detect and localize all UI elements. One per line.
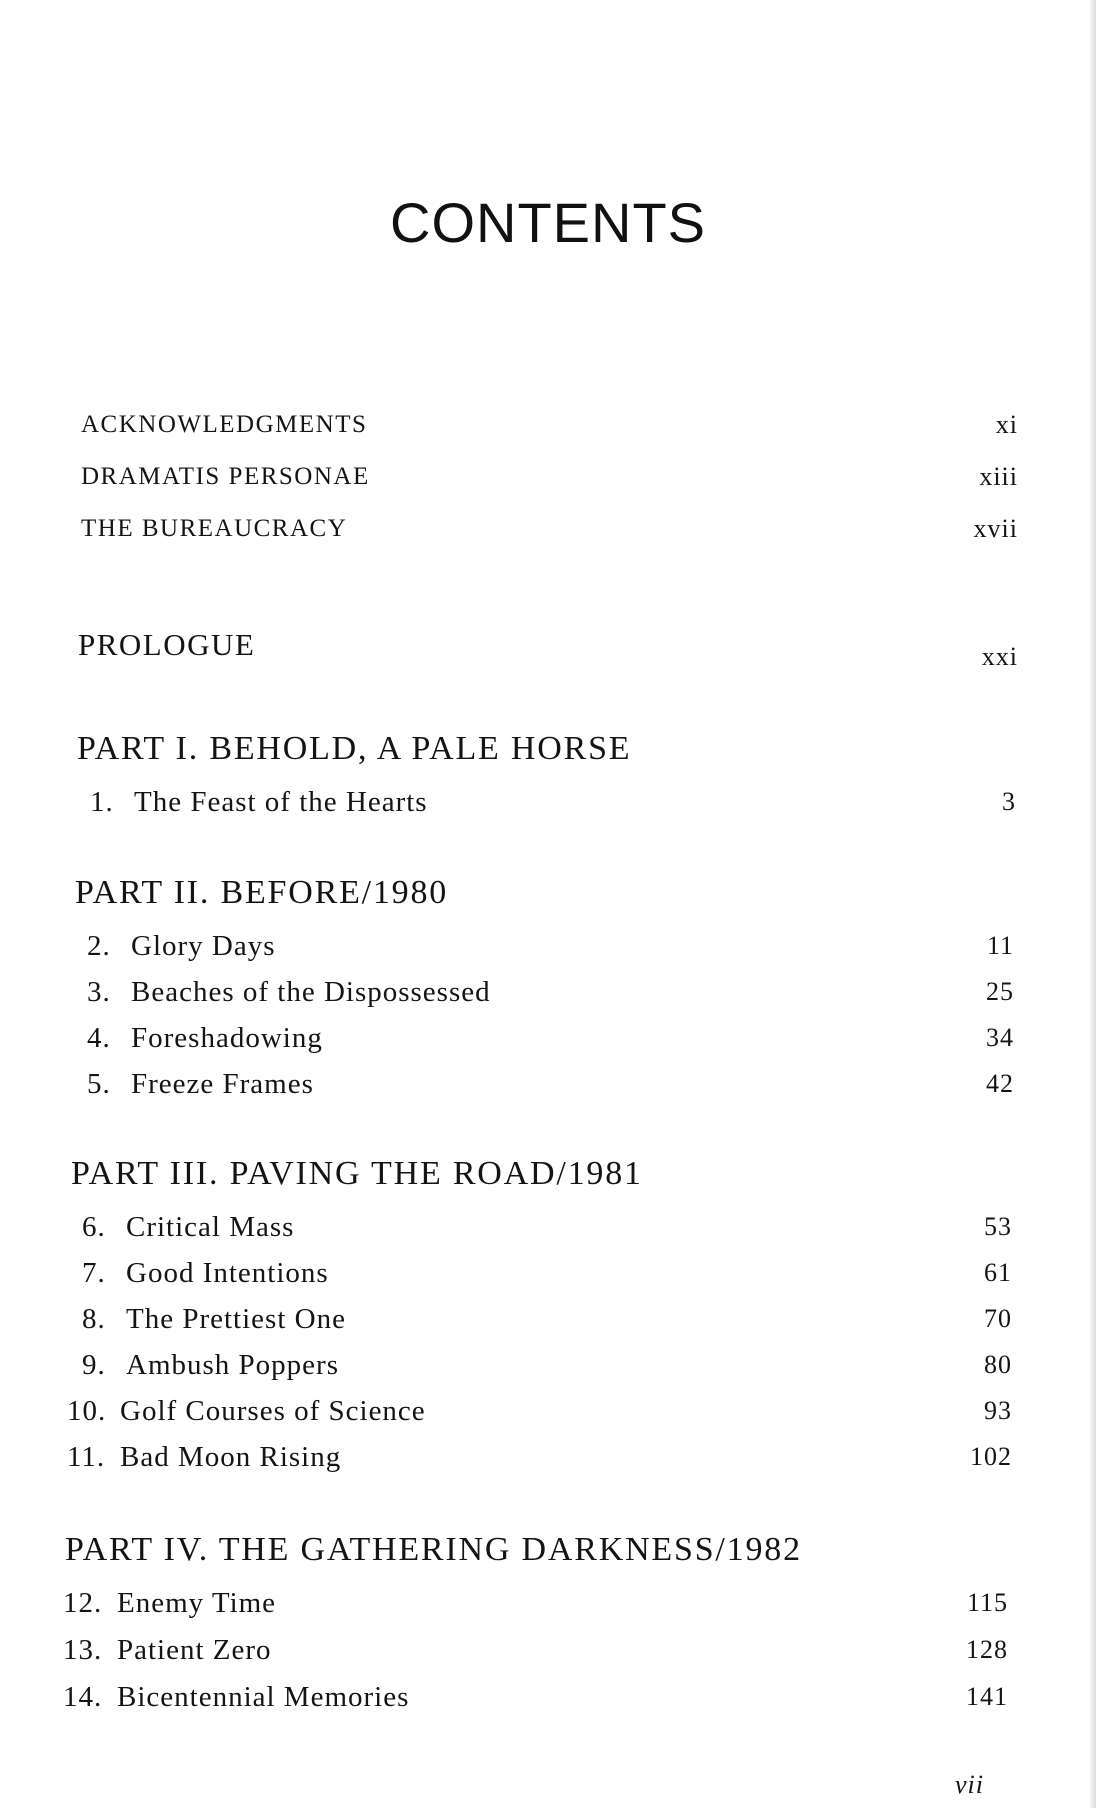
chapter-page: 25 bbox=[986, 977, 1014, 1006]
chapter-entry[interactable] bbox=[67, 1437, 1012, 1477]
toc-entry-label: THE BUREAUCRACY bbox=[81, 515, 348, 542]
chapter-number: 11. bbox=[67, 1441, 106, 1473]
chapter-page: 34 bbox=[986, 1023, 1014, 1052]
chapter-number: 9. bbox=[82, 1349, 106, 1381]
chapter-number: 12. bbox=[63, 1587, 103, 1619]
part-title: PART IV. THE GATHERING DARKNESS/1982 bbox=[65, 1531, 802, 1568]
chapter-entry[interactable] bbox=[82, 1207, 1012, 1247]
chapter-title: Foreshadowing bbox=[131, 1022, 323, 1054]
toc-entry-acknowledgments[interactable] bbox=[81, 405, 1018, 445]
chapter-title: The Prettiest One bbox=[126, 1303, 346, 1335]
chapter-title: Critical Mass bbox=[126, 1211, 295, 1243]
chapter-page: 61 bbox=[984, 1258, 1012, 1287]
chapter-number: 1. bbox=[90, 786, 114, 818]
chapter-title: The Feast of the Hearts bbox=[134, 786, 428, 818]
part-title: PART I. BEHOLD, A PALE HORSE bbox=[77, 730, 632, 767]
chapter-number: 10. bbox=[67, 1395, 107, 1427]
chapter-number: 8. bbox=[82, 1303, 106, 1335]
chapter-entry[interactable] bbox=[67, 1391, 1012, 1431]
chapter-number: 4. bbox=[87, 1022, 111, 1054]
chapter-entry[interactable] bbox=[90, 782, 1016, 822]
chapter-title: Beaches of the Dispossessed bbox=[131, 976, 491, 1008]
chapter-entry[interactable] bbox=[63, 1630, 1008, 1670]
chapter-page: 3 bbox=[1002, 787, 1016, 816]
chapter-number: 2. bbox=[87, 930, 111, 962]
chapter-entry[interactable] bbox=[63, 1677, 1008, 1717]
chapter-number: 3. bbox=[87, 976, 111, 1008]
chapter-page: 102 bbox=[970, 1442, 1012, 1471]
chapter-entry[interactable] bbox=[82, 1299, 1012, 1339]
part-title: PART III. PAVING THE ROAD/1981 bbox=[71, 1155, 643, 1192]
chapter-number: 6. bbox=[82, 1211, 106, 1243]
toc-entry-page: xvii bbox=[973, 514, 1018, 543]
chapter-number: 5. bbox=[87, 1068, 111, 1100]
chapter-page: 70 bbox=[984, 1304, 1012, 1333]
chapter-page: 115 bbox=[966, 1588, 1008, 1617]
page-folio: vii bbox=[955, 1770, 984, 1799]
page-title: CONTENTS bbox=[390, 191, 706, 254]
toc-entry-label: PROLOGUE bbox=[78, 627, 256, 662]
chapter-number: 14. bbox=[63, 1681, 103, 1713]
chapter-entry[interactable] bbox=[87, 926, 1014, 966]
page-edge-shadow bbox=[1090, 0, 1096, 1808]
chapter-title: Golf Courses of Science bbox=[120, 1395, 426, 1427]
toc-entry-page: xi bbox=[995, 410, 1018, 439]
toc-entry-prologue[interactable] bbox=[78, 625, 1018, 671]
toc-entry-label: ACKNOWLEDGMENTS bbox=[81, 411, 368, 438]
chapter-page: 11 bbox=[986, 931, 1014, 960]
chapter-title: Enemy Time bbox=[117, 1587, 277, 1619]
chapter-entry[interactable] bbox=[82, 1253, 1012, 1293]
chapter-page: 141 bbox=[966, 1682, 1008, 1711]
chapter-title: Bad Moon Rising bbox=[120, 1441, 342, 1473]
part-title: PART II. BEFORE/1980 bbox=[75, 874, 449, 911]
chapter-title: Good Intentions bbox=[126, 1257, 329, 1289]
toc-entry-bureaucracy[interactable] bbox=[81, 509, 1018, 549]
chapter-title: Glory Days bbox=[131, 930, 276, 962]
toc-entry-page: xiii bbox=[979, 462, 1018, 491]
chapter-page: 53 bbox=[984, 1212, 1012, 1241]
chapter-entry[interactable] bbox=[87, 972, 1014, 1012]
chapter-page: 80 bbox=[984, 1350, 1012, 1379]
chapter-title: Ambush Poppers bbox=[126, 1349, 339, 1381]
chapter-title: Patient Zero bbox=[117, 1634, 272, 1666]
toc-entry-label: DRAMATIS PERSONAE bbox=[81, 463, 370, 490]
toc-entry-dramatis-personae[interactable] bbox=[81, 457, 1018, 497]
chapter-entry[interactable] bbox=[87, 1064, 1014, 1104]
chapter-number: 13. bbox=[63, 1634, 103, 1666]
chapter-entry[interactable] bbox=[63, 1583, 1008, 1623]
chapter-page: 42 bbox=[986, 1069, 1014, 1098]
chapter-entry[interactable] bbox=[87, 1018, 1014, 1058]
toc-entry-page: xxi bbox=[981, 642, 1018, 671]
chapter-title: Freeze Frames bbox=[131, 1068, 314, 1100]
chapter-page: 128 bbox=[966, 1635, 1008, 1664]
chapter-number: 7. bbox=[82, 1257, 106, 1289]
chapter-title: Bicentennial Memories bbox=[117, 1681, 410, 1713]
chapter-page: 93 bbox=[984, 1396, 1012, 1425]
chapter-entry[interactable] bbox=[82, 1345, 1012, 1385]
